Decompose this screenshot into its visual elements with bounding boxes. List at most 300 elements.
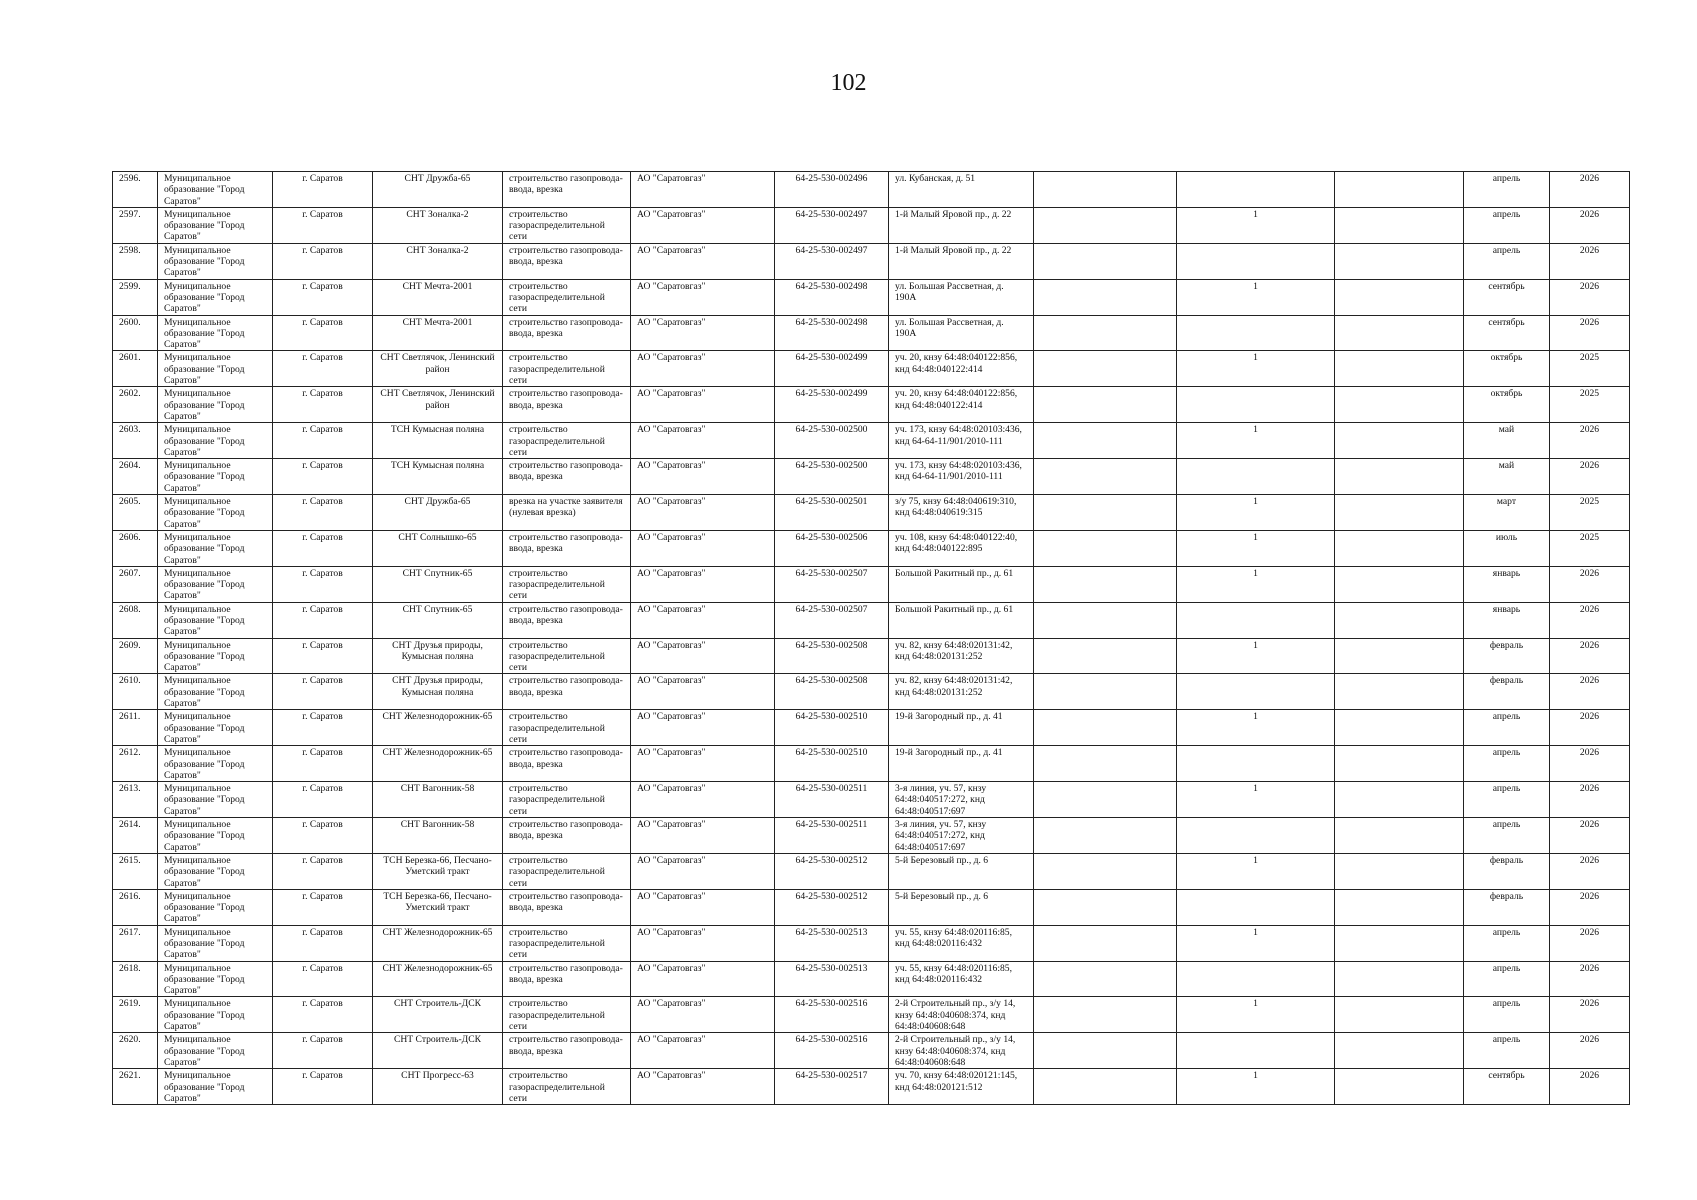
- company-cell: АО "Саратовгаз": [631, 172, 775, 208]
- month-cell: апрель: [1464, 925, 1550, 961]
- month-cell: февраль: [1464, 853, 1550, 889]
- empty-cell: [1335, 530, 1464, 566]
- work-type-cell: строительство газораспределительной сети: [503, 853, 631, 889]
- empty-cell: [1335, 243, 1464, 279]
- row-number-cell: 2608.: [113, 602, 158, 638]
- month-cell: январь: [1464, 602, 1550, 638]
- municipality-cell: Муниципальное образование "Город Саратов": [158, 925, 273, 961]
- month-cell: февраль: [1464, 638, 1550, 674]
- municipality-cell: Муниципальное образование "Город Саратов": [158, 530, 273, 566]
- address-cell: уч. 20, кнзу 64:48:040122:856, кнд 64:48:040122:414: [889, 351, 1034, 387]
- work-type-cell: строительство газораспределительной сети: [503, 710, 631, 746]
- row-number-cell: 2602.: [113, 387, 158, 423]
- empty-cell: [1034, 925, 1177, 961]
- year-cell: 2025: [1550, 351, 1630, 387]
- table-row: [113, 1069, 1630, 1105]
- company-cell: АО "Саратовгаз": [631, 925, 775, 961]
- table-row: [113, 1033, 1630, 1069]
- count-cell: 1: [1177, 351, 1335, 387]
- registry-table: [112, 171, 1630, 1105]
- municipality-cell: Муниципальное образование "Город Саратов": [158, 1033, 273, 1069]
- municipality-cell: Муниципальное образование "Город Саратов": [158, 423, 273, 459]
- address-cell: ул. Кубанская, д. 51: [889, 172, 1034, 208]
- address-cell: з/у 75, кнзу 64:48:040619:310, кнд 64:48:040619:315: [889, 495, 1034, 531]
- work-type-cell: строительство газораспределительной сети: [503, 423, 631, 459]
- municipality-cell: Муниципальное образование "Город Саратов": [158, 207, 273, 243]
- city-cell: г. Саратов: [273, 746, 373, 782]
- company-cell: АО "Саратовгаз": [631, 746, 775, 782]
- city-cell: г. Саратов: [273, 818, 373, 854]
- row-number-cell: 2604.: [113, 459, 158, 495]
- work-type-cell: строительство газопровода-ввода, врезка: [503, 172, 631, 208]
- empty-cell: [1335, 853, 1464, 889]
- empty-cell: [1034, 351, 1177, 387]
- month-cell: апрель: [1464, 961, 1550, 997]
- organization-cell: СНТ Железнодорожник-65: [373, 710, 503, 746]
- empty-cell: [1034, 530, 1177, 566]
- code-cell: 64-25-530-002500: [775, 423, 889, 459]
- code-cell: 64-25-530-002511: [775, 782, 889, 818]
- year-cell: 2026: [1550, 1069, 1630, 1105]
- code-cell: 64-25-530-002508: [775, 674, 889, 710]
- year-cell: 2026: [1550, 459, 1630, 495]
- year-cell: 2026: [1550, 961, 1630, 997]
- code-cell: 64-25-530-002513: [775, 961, 889, 997]
- empty-cell: [1335, 387, 1464, 423]
- work-type-cell: строительство газораспределительной сети: [503, 782, 631, 818]
- city-cell: г. Саратов: [273, 351, 373, 387]
- work-type-cell: строительство газораспределительной сети: [503, 566, 631, 602]
- count-cell: [1177, 1033, 1335, 1069]
- empty-cell: [1335, 207, 1464, 243]
- address-cell: уч. 173, кнзу 64:48:020103:436, кнд 64-64-11/901/2010-111: [889, 459, 1034, 495]
- company-cell: АО "Саратовгаз": [631, 1033, 775, 1069]
- table-row: [113, 782, 1630, 818]
- code-cell: 64-25-530-002516: [775, 997, 889, 1033]
- organization-cell: СНТ Зоналка-2: [373, 243, 503, 279]
- empty-cell: [1034, 459, 1177, 495]
- registry-body: [113, 172, 1630, 1105]
- municipality-cell: Муниципальное образование "Город Саратов": [158, 279, 273, 315]
- work-type-cell: строительство газораспределительной сети: [503, 351, 631, 387]
- code-cell: 64-25-530-002497: [775, 243, 889, 279]
- organization-cell: СНТ Вагонник-58: [373, 818, 503, 854]
- table-row: [113, 925, 1630, 961]
- organization-cell: СНТ Строитель-ДСК: [373, 997, 503, 1033]
- empty-cell: [1335, 279, 1464, 315]
- count-cell: [1177, 387, 1335, 423]
- month-cell: апрель: [1464, 997, 1550, 1033]
- city-cell: г. Саратов: [273, 997, 373, 1033]
- row-number-cell: 2600.: [113, 315, 158, 351]
- address-cell: 3-я линия, уч. 57, кнзу 64:48:040517:272, кнд 64:48:040517:697: [889, 818, 1034, 854]
- empty-cell: [1034, 853, 1177, 889]
- company-cell: АО "Саратовгаз": [631, 710, 775, 746]
- year-cell: 2026: [1550, 243, 1630, 279]
- organization-cell: СНТ Вагонник-58: [373, 782, 503, 818]
- year-cell: 2026: [1550, 423, 1630, 459]
- work-type-cell: строительство газопровода-ввода, врезка: [503, 459, 631, 495]
- address-cell: 5-й Березовый пр., д. 6: [889, 889, 1034, 925]
- table-row: [113, 315, 1630, 351]
- organization-cell: СНТ Прогресс-63: [373, 1069, 503, 1105]
- work-type-cell: строительство газораспределительной сети: [503, 638, 631, 674]
- month-cell: сентябрь: [1464, 1069, 1550, 1105]
- count-cell: [1177, 746, 1335, 782]
- row-number-cell: 2601.: [113, 351, 158, 387]
- municipality-cell: Муниципальное образование "Город Саратов": [158, 1069, 273, 1105]
- empty-cell: [1034, 315, 1177, 351]
- organization-cell: СНТ Солнышко-65: [373, 530, 503, 566]
- row-number-cell: 2615.: [113, 853, 158, 889]
- table-row: [113, 423, 1630, 459]
- table-row: [113, 387, 1630, 423]
- code-cell: 64-25-530-002508: [775, 638, 889, 674]
- table-row: [113, 997, 1630, 1033]
- company-cell: АО "Саратовгаз": [631, 674, 775, 710]
- row-number-cell: 2614.: [113, 818, 158, 854]
- code-cell: 64-25-530-002499: [775, 351, 889, 387]
- address-cell: ул. Большая Рассветная, д. 190А: [889, 279, 1034, 315]
- company-cell: АО "Саратовгаз": [631, 495, 775, 531]
- work-type-cell: строительство газопровода-ввода, врезка: [503, 961, 631, 997]
- code-cell: 64-25-530-002512: [775, 853, 889, 889]
- organization-cell: СНТ Железнодорожник-65: [373, 925, 503, 961]
- code-cell: 64-25-530-002498: [775, 315, 889, 351]
- municipality-cell: Муниципальное образование "Город Саратов": [158, 172, 273, 208]
- empty-cell: [1034, 961, 1177, 997]
- organization-cell: СНТ Светлячок, Ленинский район: [373, 387, 503, 423]
- municipality-cell: Муниципальное образование "Город Саратов": [158, 638, 273, 674]
- city-cell: г. Саратов: [273, 889, 373, 925]
- company-cell: АО "Саратовгаз": [631, 638, 775, 674]
- table-row: [113, 710, 1630, 746]
- table-row: [113, 602, 1630, 638]
- company-cell: АО "Саратовгаз": [631, 602, 775, 638]
- code-cell: 64-25-530-002511: [775, 818, 889, 854]
- city-cell: г. Саратов: [273, 172, 373, 208]
- empty-cell: [1034, 818, 1177, 854]
- count-cell: [1177, 243, 1335, 279]
- code-cell: 64-25-530-002513: [775, 925, 889, 961]
- municipality-cell: Муниципальное образование "Город Саратов": [158, 315, 273, 351]
- organization-cell: СНТ Строитель-ДСК: [373, 1033, 503, 1069]
- address-cell: 19-й Загородный пр., д. 41: [889, 746, 1034, 782]
- table-row: [113, 279, 1630, 315]
- address-cell: уч. 82, кнзу 64:48:020131:42, кнд 64:48:020131:252: [889, 638, 1034, 674]
- organization-cell: СНТ Железнодорожник-65: [373, 961, 503, 997]
- work-type-cell: строительство газопровода-ввода, врезка: [503, 674, 631, 710]
- company-cell: АО "Саратовгаз": [631, 423, 775, 459]
- code-cell: 64-25-530-002510: [775, 710, 889, 746]
- empty-cell: [1034, 172, 1177, 208]
- table-row: [113, 746, 1630, 782]
- empty-cell: [1034, 997, 1177, 1033]
- address-cell: 5-й Березовый пр., д. 6: [889, 853, 1034, 889]
- year-cell: 2025: [1550, 530, 1630, 566]
- work-type-cell: строительство газопровода-ввода, врезка: [503, 889, 631, 925]
- count-cell: 1: [1177, 495, 1335, 531]
- company-cell: АО "Саратовгаз": [631, 818, 775, 854]
- table-row: [113, 459, 1630, 495]
- month-cell: апрель: [1464, 782, 1550, 818]
- municipality-cell: Муниципальное образование "Город Саратов": [158, 602, 273, 638]
- year-cell: 2026: [1550, 710, 1630, 746]
- city-cell: г. Саратов: [273, 423, 373, 459]
- municipality-cell: Муниципальное образование "Город Саратов": [158, 351, 273, 387]
- organization-cell: СНТ Железнодорожник-65: [373, 746, 503, 782]
- row-number-cell: 2598.: [113, 243, 158, 279]
- row-number-cell: 2612.: [113, 746, 158, 782]
- year-cell: 2026: [1550, 997, 1630, 1033]
- table-row: [113, 638, 1630, 674]
- empty-cell: [1034, 566, 1177, 602]
- row-number-cell: 2616.: [113, 889, 158, 925]
- year-cell: 2026: [1550, 279, 1630, 315]
- empty-cell: [1034, 243, 1177, 279]
- table-row: [113, 674, 1630, 710]
- empty-cell: [1335, 351, 1464, 387]
- address-cell: уч. 173, кнзу 64:48:020103:436, кнд 64-64-11/901/2010-111: [889, 423, 1034, 459]
- empty-cell: [1335, 638, 1464, 674]
- empty-cell: [1034, 1033, 1177, 1069]
- organization-cell: СНТ Зоналка-2: [373, 207, 503, 243]
- municipality-cell: Муниципальное образование "Город Саратов": [158, 243, 273, 279]
- municipality-cell: Муниципальное образование "Город Саратов": [158, 674, 273, 710]
- empty-cell: [1034, 782, 1177, 818]
- company-cell: АО "Саратовгаз": [631, 207, 775, 243]
- address-cell: Большой Ракитный пр., д. 61: [889, 602, 1034, 638]
- code-cell: 64-25-530-002506: [775, 530, 889, 566]
- month-cell: апрель: [1464, 1033, 1550, 1069]
- count-cell: [1177, 315, 1335, 351]
- organization-cell: СНТ Мечта-2001: [373, 315, 503, 351]
- address-cell: 2-й Строительный пр., з/у 14, кнзу 64:48:040608:374, кнд 64:48:040608:648: [889, 1033, 1034, 1069]
- city-cell: г. Саратов: [273, 853, 373, 889]
- address-cell: 3-я линия, уч. 57, кнзу 64:48:040517:272, кнд 64:48:040517:697: [889, 782, 1034, 818]
- empty-cell: [1335, 997, 1464, 1033]
- year-cell: 2026: [1550, 782, 1630, 818]
- city-cell: г. Саратов: [273, 925, 373, 961]
- city-cell: г. Саратов: [273, 674, 373, 710]
- organization-cell: СНТ Дружба-65: [373, 495, 503, 531]
- table-row: [113, 172, 1630, 208]
- month-cell: апрель: [1464, 172, 1550, 208]
- count-cell: 1: [1177, 207, 1335, 243]
- code-cell: 64-25-530-002501: [775, 495, 889, 531]
- month-cell: апрель: [1464, 746, 1550, 782]
- empty-cell: [1335, 172, 1464, 208]
- address-cell: уч. 20, кнзу 64:48:040122:856, кнд 64:48:040122:414: [889, 387, 1034, 423]
- row-number-cell: 2605.: [113, 495, 158, 531]
- company-cell: АО "Саратовгаз": [631, 459, 775, 495]
- empty-cell: [1335, 674, 1464, 710]
- city-cell: г. Саратов: [273, 961, 373, 997]
- work-type-cell: строительство газораспределительной сети: [503, 207, 631, 243]
- empty-cell: [1335, 495, 1464, 531]
- empty-cell: [1335, 602, 1464, 638]
- empty-cell: [1335, 889, 1464, 925]
- organization-cell: СНТ Спутник-65: [373, 566, 503, 602]
- work-type-cell: строительство газопровода-ввода, врезка: [503, 387, 631, 423]
- address-cell: уч. 82, кнзу 64:48:020131:42, кнд 64:48:020131:252: [889, 674, 1034, 710]
- empty-cell: [1034, 207, 1177, 243]
- empty-cell: [1034, 674, 1177, 710]
- month-cell: октябрь: [1464, 351, 1550, 387]
- city-cell: г. Саратов: [273, 243, 373, 279]
- city-cell: г. Саратов: [273, 782, 373, 818]
- empty-cell: [1335, 710, 1464, 746]
- row-number-cell: 2596.: [113, 172, 158, 208]
- empty-cell: [1034, 1069, 1177, 1105]
- code-cell: 64-25-530-002500: [775, 459, 889, 495]
- municipality-cell: Муниципальное образование "Город Саратов": [158, 459, 273, 495]
- table-row: [113, 351, 1630, 387]
- empty-cell: [1034, 423, 1177, 459]
- row-number-cell: 2597.: [113, 207, 158, 243]
- organization-cell: ТСН Березка-66, Песчано-Уметский тракт: [373, 853, 503, 889]
- month-cell: февраль: [1464, 889, 1550, 925]
- city-cell: г. Саратов: [273, 207, 373, 243]
- empty-cell: [1335, 925, 1464, 961]
- year-cell: 2026: [1550, 818, 1630, 854]
- count-cell: 1: [1177, 925, 1335, 961]
- month-cell: июль: [1464, 530, 1550, 566]
- year-cell: 2026: [1550, 638, 1630, 674]
- row-number-cell: 2617.: [113, 925, 158, 961]
- month-cell: май: [1464, 459, 1550, 495]
- count-cell: [1177, 889, 1335, 925]
- company-cell: АО "Саратовгаз": [631, 782, 775, 818]
- organization-cell: СНТ Мечта-2001: [373, 279, 503, 315]
- city-cell: г. Саратов: [273, 1033, 373, 1069]
- table-row: [113, 818, 1630, 854]
- table-row: [113, 243, 1630, 279]
- row-number-cell: 2606.: [113, 530, 158, 566]
- municipality-cell: Муниципальное образование "Город Саратов": [158, 853, 273, 889]
- address-cell: уч. 108, кнзу 64:48:040122:40, кнд 64:48:040122:895: [889, 530, 1034, 566]
- month-cell: апрель: [1464, 818, 1550, 854]
- code-cell: 64-25-530-002507: [775, 602, 889, 638]
- year-cell: 2026: [1550, 566, 1630, 602]
- company-cell: АО "Саратовгаз": [631, 853, 775, 889]
- year-cell: 2026: [1550, 172, 1630, 208]
- month-cell: март: [1464, 495, 1550, 531]
- work-type-cell: строительство газопровода-ввода, врезка: [503, 315, 631, 351]
- table-row: [113, 566, 1630, 602]
- row-number-cell: 2621.: [113, 1069, 158, 1105]
- year-cell: 2026: [1550, 602, 1630, 638]
- count-cell: [1177, 602, 1335, 638]
- municipality-cell: Муниципальное образование "Город Саратов": [158, 495, 273, 531]
- year-cell: 2025: [1550, 387, 1630, 423]
- organization-cell: СНТ Дружба-65: [373, 172, 503, 208]
- empty-cell: [1034, 638, 1177, 674]
- count-cell: [1177, 818, 1335, 854]
- year-cell: 2026: [1550, 674, 1630, 710]
- organization-cell: СНТ Друзья природы, Кумысная поляна: [373, 638, 503, 674]
- empty-cell: [1034, 495, 1177, 531]
- code-cell: 64-25-530-002497: [775, 207, 889, 243]
- city-cell: г. Саратов: [273, 459, 373, 495]
- organization-cell: ТСН Кумысная поляна: [373, 459, 503, 495]
- month-cell: январь: [1464, 566, 1550, 602]
- address-cell: 2-й Строительный пр., з/у 14, кнзу 64:48:040608:374, кнд 64:48:040608:648: [889, 997, 1034, 1033]
- address-cell: уч. 55, кнзу 64:48:020116:85, кнд 64:48:020116:432: [889, 925, 1034, 961]
- row-number-cell: 2611.: [113, 710, 158, 746]
- address-cell: 1-й Малый Яровой пр., д. 22: [889, 243, 1034, 279]
- city-cell: г. Саратов: [273, 387, 373, 423]
- city-cell: г. Саратов: [273, 1069, 373, 1105]
- work-type-cell: строительство газопровода-ввода, врезка: [503, 1033, 631, 1069]
- company-cell: АО "Саратовгаз": [631, 961, 775, 997]
- year-cell: 2026: [1550, 746, 1630, 782]
- company-cell: АО "Саратовгаз": [631, 530, 775, 566]
- month-cell: апрель: [1464, 207, 1550, 243]
- row-number-cell: 2619.: [113, 997, 158, 1033]
- count-cell: 1: [1177, 710, 1335, 746]
- count-cell: 1: [1177, 279, 1335, 315]
- company-cell: АО "Саратовгаз": [631, 889, 775, 925]
- count-cell: [1177, 172, 1335, 208]
- empty-cell: [1034, 279, 1177, 315]
- empty-cell: [1335, 315, 1464, 351]
- address-cell: 1-й Малый Яровой пр., д. 22: [889, 207, 1034, 243]
- empty-cell: [1034, 387, 1177, 423]
- year-cell: 2025: [1550, 495, 1630, 531]
- city-cell: г. Саратов: [273, 710, 373, 746]
- year-cell: 2026: [1550, 207, 1630, 243]
- count-cell: 1: [1177, 638, 1335, 674]
- row-number-cell: 2599.: [113, 279, 158, 315]
- month-cell: сентябрь: [1464, 279, 1550, 315]
- year-cell: 2026: [1550, 889, 1630, 925]
- count-cell: 1: [1177, 853, 1335, 889]
- empty-cell: [1335, 459, 1464, 495]
- count-cell: 1: [1177, 423, 1335, 459]
- address-cell: 19-й Загородный пр., д. 41: [889, 710, 1034, 746]
- empty-cell: [1034, 602, 1177, 638]
- empty-cell: [1335, 566, 1464, 602]
- company-cell: АО "Саратовгаз": [631, 243, 775, 279]
- table-row: [113, 853, 1630, 889]
- municipality-cell: Муниципальное образование "Город Саратов": [158, 818, 273, 854]
- address-cell: уч. 70, кнзу 64:48:020121:145, кнд 64:48:020121:512: [889, 1069, 1034, 1105]
- work-type-cell: строительство газопровода-ввода, врезка: [503, 602, 631, 638]
- company-cell: АО "Саратовгаз": [631, 315, 775, 351]
- count-cell: 1: [1177, 566, 1335, 602]
- city-cell: г. Саратов: [273, 279, 373, 315]
- city-cell: г. Саратов: [273, 566, 373, 602]
- year-cell: 2026: [1550, 1033, 1630, 1069]
- year-cell: 2026: [1550, 925, 1630, 961]
- work-type-cell: строительство газопровода-ввода, врезка: [503, 746, 631, 782]
- municipality-cell: Муниципальное образование "Город Саратов": [158, 889, 273, 925]
- table-row: [113, 961, 1630, 997]
- work-type-cell: строительство газопровода-ввода, врезка: [503, 818, 631, 854]
- work-type-cell: строительство газораспределительной сети: [503, 1069, 631, 1105]
- page-number: 102: [830, 70, 867, 96]
- empty-cell: [1034, 889, 1177, 925]
- organization-cell: ТСН Кумысная поляна: [373, 423, 503, 459]
- city-cell: г. Саратов: [273, 315, 373, 351]
- empty-cell: [1335, 818, 1464, 854]
- empty-cell: [1335, 782, 1464, 818]
- code-cell: 64-25-530-002498: [775, 279, 889, 315]
- address-cell: Большой Ракитный пр., д. 61: [889, 566, 1034, 602]
- code-cell: 64-25-530-002512: [775, 889, 889, 925]
- municipality-cell: Муниципальное образование "Город Саратов": [158, 746, 273, 782]
